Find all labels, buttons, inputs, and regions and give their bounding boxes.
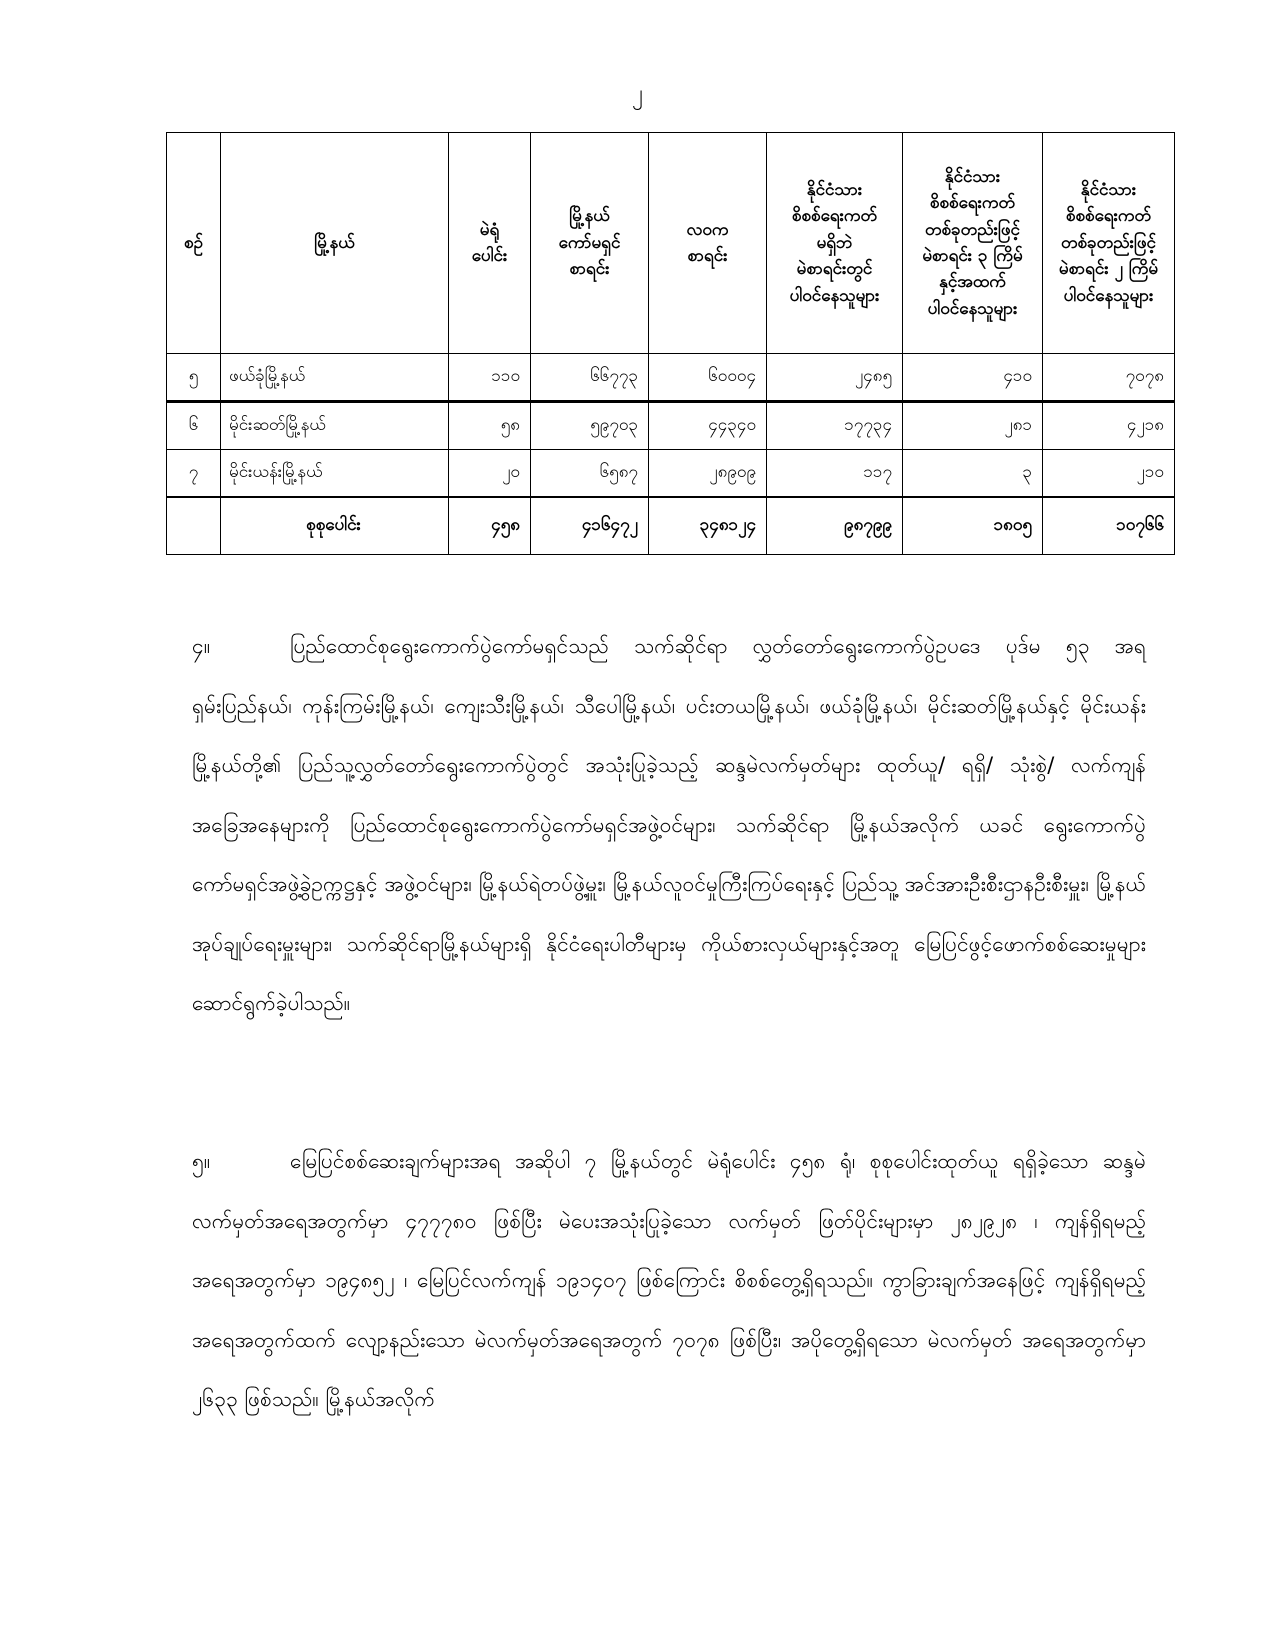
paragraph-4-number: ၄။ <box>192 634 211 658</box>
table-total-row <box>167 497 1175 555</box>
cell-immigration-list: ၂၈၉၀၉ <box>649 450 767 498</box>
total-label: စုစုပေါင်း <box>221 497 449 555</box>
cell-no-id-card: ၁၇၇၃၄ <box>767 402 903 450</box>
cell-commission-list: ၅၉၇၀၃ <box>531 402 649 450</box>
cell-township: ဖယ်ခုံမြို့နယ် <box>221 354 449 402</box>
header-same-id-three-times: နိုင်ငံသား စိစစ်ရေးကတ် တစ်ခုတည်းဖြင့် မဲစာရင်း ၃ ကြိမ် နှင့်အထက် ပါဝင်နေသူများ <box>903 133 1043 354</box>
total-same-id-two-times: ၁၀၇၆၆ <box>1043 497 1175 555</box>
header-township: မြို့နယ် <box>221 133 449 354</box>
cell-polling-stations: ၁၁၀ <box>449 354 531 402</box>
cell-serial: ၇ <box>167 450 221 498</box>
total-commission-list: ၄၁၆၄၇၂ <box>531 497 649 555</box>
header-same-id-two-times: နိုင်ငံသား စိစစ်ရေးကတ် တစ်ခုတည်းဖြင့် မဲစာရင်း ၂ ကြိမ် ပါဝင်နေသူများ <box>1043 133 1175 354</box>
header-polling-stations: မဲရုံ ပေါင်း <box>449 133 531 354</box>
total-immigration-list: ၃၄၈၁၂၄ <box>649 497 767 555</box>
paragraph-5-number: ၅။ <box>192 1149 211 1173</box>
page-number: ၂ <box>632 81 643 106</box>
cell-same-id-two-times: ၄၂၁၈ <box>1043 402 1175 450</box>
cell-commission-list: ၆၅၈၇ <box>531 450 649 498</box>
cell-immigration-list: ၄၄၃၄၀ <box>649 402 767 450</box>
cell-immigration-list: ၆၀၀၀၄ <box>649 354 767 402</box>
total-no-id-card: ၉၈၇၉၉ <box>767 497 903 555</box>
cell-township: မိုင်းဆတ်မြို့နယ် <box>221 402 449 450</box>
paragraph-5 <box>192 1132 1146 1430</box>
table-row <box>167 354 1175 402</box>
election-data-table <box>166 132 1175 555</box>
paragraph-4-text: ပြည်ထောင်စုရွေးကောက်ပွဲကော်မရှင်သည် သက်ဆိုင်ရာ လွှတ်တော်ရွေးကောက်ပွဲဥပဒေ ပုဒ်မ ၅၃ အရ ရှမ်းပြည်နယ်၊ ကုန်းကြမ်းမြို့နယ်၊ ကျေးသီးမြို့နယ်၊ သီပေါမြို့နယ်၊ ပင်းတယမြို့နယ်၊ ဖယ်ခုံမြို့နယ်၊ မိုင်းဆတ်မြို့နယ်နှင့် မိုင်းယန်းမြို့နယ်တို့၏ ပြည်သူ့လွှတ်တော်ရွေးကောက်ပွဲတွင် အသုံးပြုခဲ့သည့် ဆန္ဒမဲလက်မှတ်များ ထုတ်ယူ/ ရရှိ/ သုံးစွဲ/ လက်ကျန်အခြေအနေများကို ပြည်ထောင်စုရွေးကောက်ပွဲကော်မရှင်အဖွဲ့ဝင်များ၊ သက်ဆိုင်ရာ မြို့နယ်အလိုက် ယခင် ရွေးကောက်ပွဲ ကော်မရှင်အဖွဲ့ခွဲဥက္ကဋ္ဌနှင့် အဖွဲ့ဝင်များ၊ မြို့နယ်ရဲတပ်ဖွဲ့မှူး၊ မြို့နယ်လူဝင်မှုကြီးကြပ်ရေးနှင့် ပြည်သူ့ အင်အားဦးစီးဌာနဦးစီးမှူး၊ မြို့နယ်အုပ်ချုပ်ရေးမှူးများ၊ သက်ဆိုင်ရာမြို့နယ်များရှိ နိုင်ငံရေးပါတီများမှ ကိုယ်စားလှယ်များနှင့်အတူ မြေပြင်ဖွင့်ဖောက်စစ်ဆေးမှုများ ဆောင်ရွက်ခဲ့ပါသည်။ <box>192 634 1146 1015</box>
cell-same-id-two-times: ၇၀၇၈ <box>1043 354 1175 402</box>
total-serial <box>167 497 221 555</box>
cell-serial: ၅ <box>167 354 221 402</box>
cell-no-id-card: ၂၄၈၅ <box>767 354 903 402</box>
table-row <box>167 450 1175 498</box>
paragraph-4 <box>192 617 1146 1034</box>
paragraph-5-text: မြေပြင်စစ်ဆေးချက်များအရ အဆိုပါ ၇ မြို့နယ်တွင် မဲရုံပေါင်း ၄၅၈ ရုံ၊ စုစုပေါင်းထုတ်ယူ ရရှိခဲ့သော ဆန္ဒမဲလက်မှတ်အရေအတွက်မှာ ၄၇၇၇၈၀ ဖြစ်ပြီး မဲပေးအသုံးပြုခဲ့သော လက်မှတ် ဖြတ်ပိုင်းများမှာ ၂၈၂၉၂၈ ၊ ကျန်ရှိရမည့်အရေအတွက်မှာ ၁၉၄၈၅၂ ၊ မြေပြင်လက်ကျန် ၁၉၁၄၀၇ ဖြစ်ကြောင်း စိစစ်တွေ့ရှိရသည်။ ကွာခြားချက်အနေဖြင့် ကျန်ရှိရမည့် အရေအတွက်ထက် လျော့နည်းသော မဲလက်မှတ်အရေအတွက် ၇၀၇၈ ဖြစ်ပြီး၊ အပိုတွေ့ရှိရသော မဲလက်မှတ် အရေအတွက်မှာ ၂၆၃၃ ဖြစ်သည်။ မြို့နယ်အလိုက် <box>192 1149 1146 1411</box>
cell-same-id-two-times: ၂၁၀ <box>1043 450 1175 498</box>
cell-polling-stations: ၂၀ <box>449 450 531 498</box>
total-polling-stations: ၄၅၈ <box>449 497 531 555</box>
cell-same-id-three-times: ၂၈၁ <box>903 402 1043 450</box>
header-no-id-card: နိုင်ငံသား စိစစ်ရေးကတ် မရှိဘဲ မဲစာရင်းတွင် ပါဝင်နေသူများ <box>767 133 903 354</box>
header-immigration-list: လဝက စာရင်း <box>649 133 767 354</box>
cell-same-id-three-times: ၃ <box>903 450 1043 498</box>
cell-serial: ၆ <box>167 402 221 450</box>
cell-township: မိုင်းယန်းမြို့နယ် <box>221 450 449 498</box>
table-row <box>167 402 1175 450</box>
cell-commission-list: ၆၆၇၇၃ <box>531 354 649 402</box>
cell-same-id-three-times: ၄၁၀ <box>903 354 1043 402</box>
table-header-row <box>167 133 1175 354</box>
header-commission-list: မြို့နယ် ကော်မရှင် စာရင်း <box>531 133 649 354</box>
total-same-id-three-times: ၁၈၀၅ <box>903 497 1043 555</box>
header-serial: စဉ် <box>167 133 221 354</box>
cell-no-id-card: ၁၁၇ <box>767 450 903 498</box>
cell-polling-stations: ၅၈ <box>449 402 531 450</box>
